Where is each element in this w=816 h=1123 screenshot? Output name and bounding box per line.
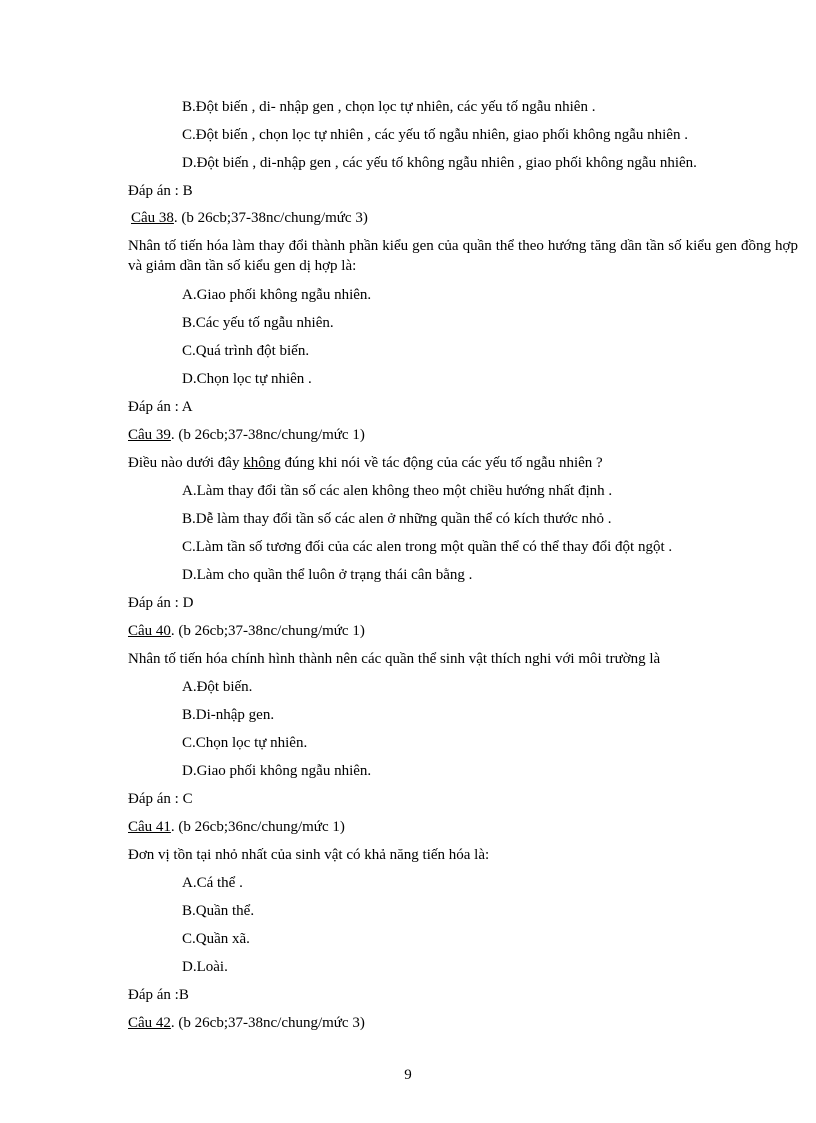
answer-line: Đáp án : B bbox=[128, 183, 193, 199]
question-40-header bbox=[128, 622, 365, 640]
option-d: D.Làm cho quần thể luôn ở trạng thái cân bằng . bbox=[182, 567, 473, 583]
option-d: D.Đột biến , di-nhập gen , các yếu tố không ngẫu nhiên , giao phối không ngẫu nhiên. bbox=[182, 155, 697, 171]
option-d: D.Chọn lọc tự nhiên . bbox=[182, 371, 312, 387]
question-meta: . (b 26cb;37-38nc/chung/mức 1) bbox=[170, 623, 365, 639]
option-a: A.Làm thay đổi tần số các alen không theo một chiều hướng nhất định . bbox=[182, 483, 613, 499]
question-40-text: Nhân tố tiến hóa chính hình thành nên các quần thể sinh vật thích nghi với môi trường là bbox=[128, 651, 661, 667]
question-text-part: đúng khi nói về tác động của các yếu tố ngẫu nhiên ? bbox=[280, 455, 603, 471]
answer-line: Đáp án : A bbox=[128, 399, 193, 415]
question-label: Câu 41 bbox=[128, 819, 171, 835]
page-number: 9 bbox=[404, 1067, 412, 1083]
option-b: B.Dễ làm thay đổi tần số các alen ở những quần thể có kích thước nhỏ . bbox=[182, 511, 612, 527]
question-meta: . (b 26cb;37-38nc/chung/mức 3) bbox=[173, 210, 368, 226]
option-b: B.Đột biến , di- nhập gen , chọn lọc tự nhiên, các yếu tố ngẫu nhiên . bbox=[182, 99, 596, 115]
option-a: A.Cá thể . bbox=[182, 875, 243, 891]
question-label: Câu 38 bbox=[131, 210, 174, 226]
question-label: Câu 40 bbox=[128, 623, 171, 639]
option-c: C.Làm tần số tương đối của các alen trong một quần thể có thể thay đổi đột ngột . bbox=[182, 539, 673, 555]
option-d: D.Loài. bbox=[182, 959, 228, 975]
question-meta: . (b 26cb;37-38nc/chung/mức 3) bbox=[170, 1015, 365, 1031]
answer-line: Đáp án : C bbox=[128, 791, 193, 807]
option-b: B.Các yếu tố ngẫu nhiên. bbox=[182, 315, 334, 331]
option-c: C.Quần xã. bbox=[182, 931, 250, 947]
option-b: B.Quần thể. bbox=[182, 903, 255, 919]
question-39-text bbox=[128, 454, 603, 472]
question-meta: . (b 26cb;36nc/chung/mức 1) bbox=[170, 819, 345, 835]
question-41-header bbox=[128, 818, 345, 836]
answer-line: Đáp án :B bbox=[128, 987, 189, 1003]
option-a: A.Đột biến. bbox=[182, 679, 253, 695]
question-39-header bbox=[128, 426, 365, 444]
question-text-part: Điều nào dưới đây bbox=[128, 455, 244, 471]
option-c: C.Đột biến , chọn lọc tự nhiên , các yếu tố ngẫu nhiên, giao phối không ngẫu nhiên . bbox=[182, 127, 688, 143]
question-emphasis: không bbox=[243, 455, 281, 471]
answer-line: Đáp án : D bbox=[128, 595, 194, 611]
question-42-header bbox=[128, 1014, 365, 1032]
question-label: Câu 42 bbox=[128, 1015, 171, 1031]
question-38-text: Nhân tố tiến hóa làm thay đổi thành phần kiểu gen của quần thể theo hướng tăng dần tần số kiểu gen đồng hợp và giảm dần tần số kiểu gen dị hợp là: bbox=[128, 238, 798, 274]
option-c: C.Quá trình đột biến. bbox=[182, 343, 310, 359]
option-a: A.Giao phối không ngẫu nhiên. bbox=[182, 287, 372, 303]
option-d: D.Giao phối không ngẫu nhiên. bbox=[182, 763, 372, 779]
question-label: Câu 39 bbox=[128, 427, 171, 443]
question-38-header bbox=[131, 209, 368, 227]
question-meta: . (b 26cb;37-38nc/chung/mức 1) bbox=[170, 427, 365, 443]
option-b: B.Di-nhập gen. bbox=[182, 707, 275, 723]
question-41-text: Đơn vị tồn tại nhỏ nhất của sinh vật có khả năng tiến hóa là: bbox=[128, 847, 490, 863]
option-c: C.Chọn lọc tự nhiên. bbox=[182, 735, 308, 751]
